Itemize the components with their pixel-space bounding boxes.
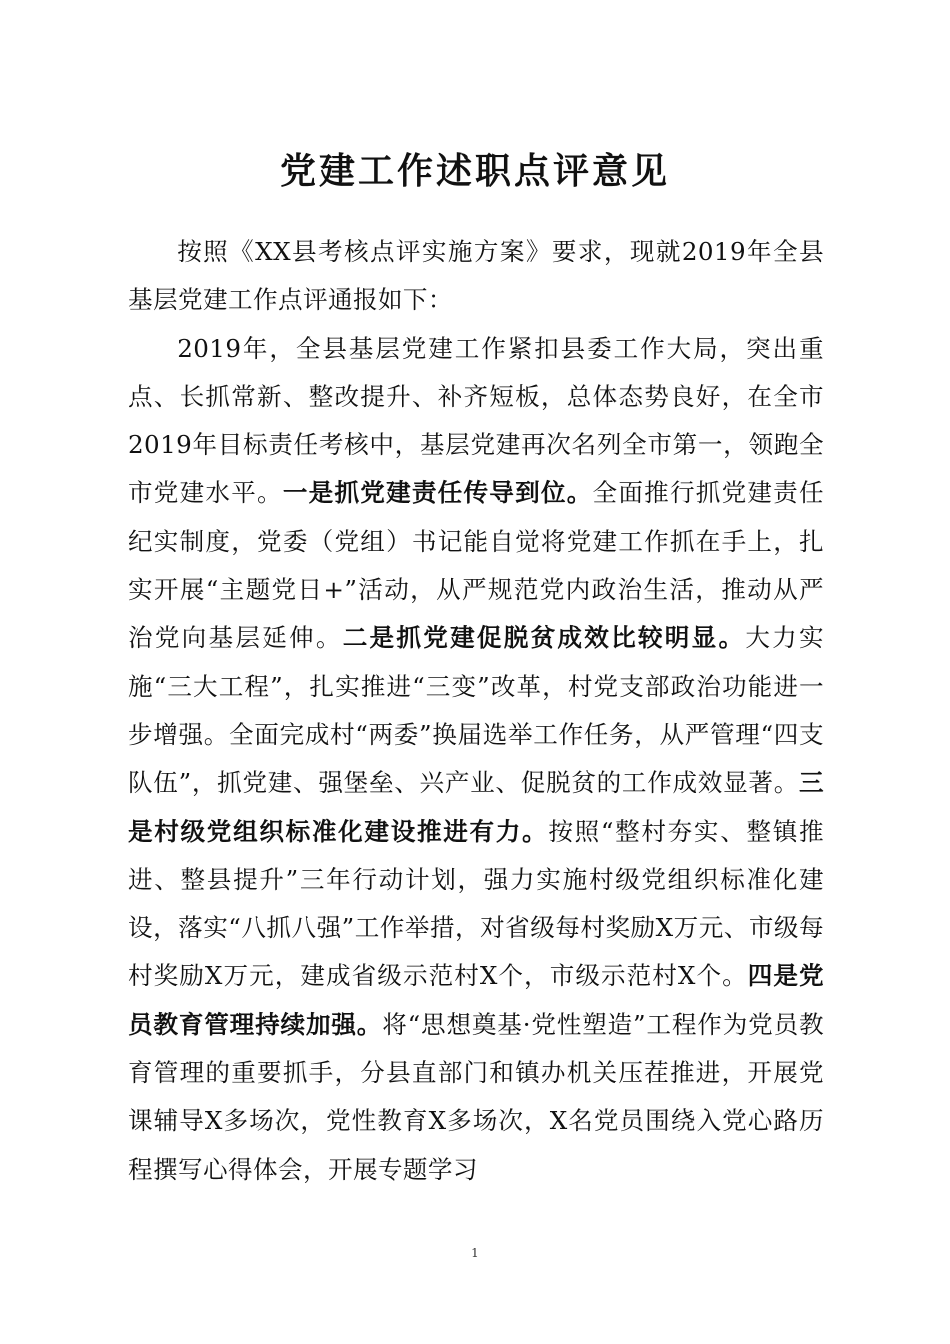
point3-heading: 三是村级党组织标准化建设推进有力。 xyxy=(128,768,824,846)
point1-heading: 一是抓党建责任传导到位。 xyxy=(282,478,593,508)
point4-text: 将“思想奠基·党性塑造”工程作为党员教育管理的重要抓手，分县直部门和镇办机关压茬推进，开展党课辅导X多场次，党性教育X多场次，X名党员围绕入党心路历程撰写心得体会，开展专题学习 xyxy=(128,1009,824,1184)
point4-heading: 四是党员教育管理持续加强。 xyxy=(128,961,825,1039)
paragraph-summary xyxy=(128,325,824,1194)
document-body xyxy=(128,228,824,1194)
paragraph-intro: 按照《XX县考核点评实施方案》要求，现就2019年全县基层党建工作点评通报如下： xyxy=(128,237,824,315)
summary-intro-text: 2019年，全县基层党建工作紧扣县委工作大局，突出重点、长抓常新、整改提升、补齐短板，总体态势良好，在全市2019年目标责任考核中，基层党建再次名列全市第一，领跑全市党建水平。 xyxy=(128,333,824,508)
point2-heading: 二是抓党建促脱贫成效比较明显。 xyxy=(342,623,746,653)
point1-text: 全面推行抓党建责任纪实制度，党委（党组）书记能自觉将党建工作抓在手上，扎实开展“主题党日+”活动，从严规范党内政治生活，推动从严治党向基层延伸。 xyxy=(128,478,824,653)
page-number: 1 xyxy=(471,1246,479,1260)
point2-text: 大力实施“三大工程”，扎实推进“三变”改革，村党支部政治功能进一步增强。全面完成村“两委”换届选举工作任务，从严管理“四支队伍”，抓党建、强堡垒、兴产业、促脱贫的工作成效显著。 xyxy=(128,623,824,798)
document-title: 党建工作述职点评意见 xyxy=(279,150,670,192)
point3-text: 按照“整村夯实、整镇推进、整县提升”三年行动计划，强力实施村级党组织标准化建设，落实“八抓八强”工作举措，对省级每村奖励X万元、市级每村奖励X万元，建成省级示范村X个，市级示范村X个。 xyxy=(128,816,824,991)
